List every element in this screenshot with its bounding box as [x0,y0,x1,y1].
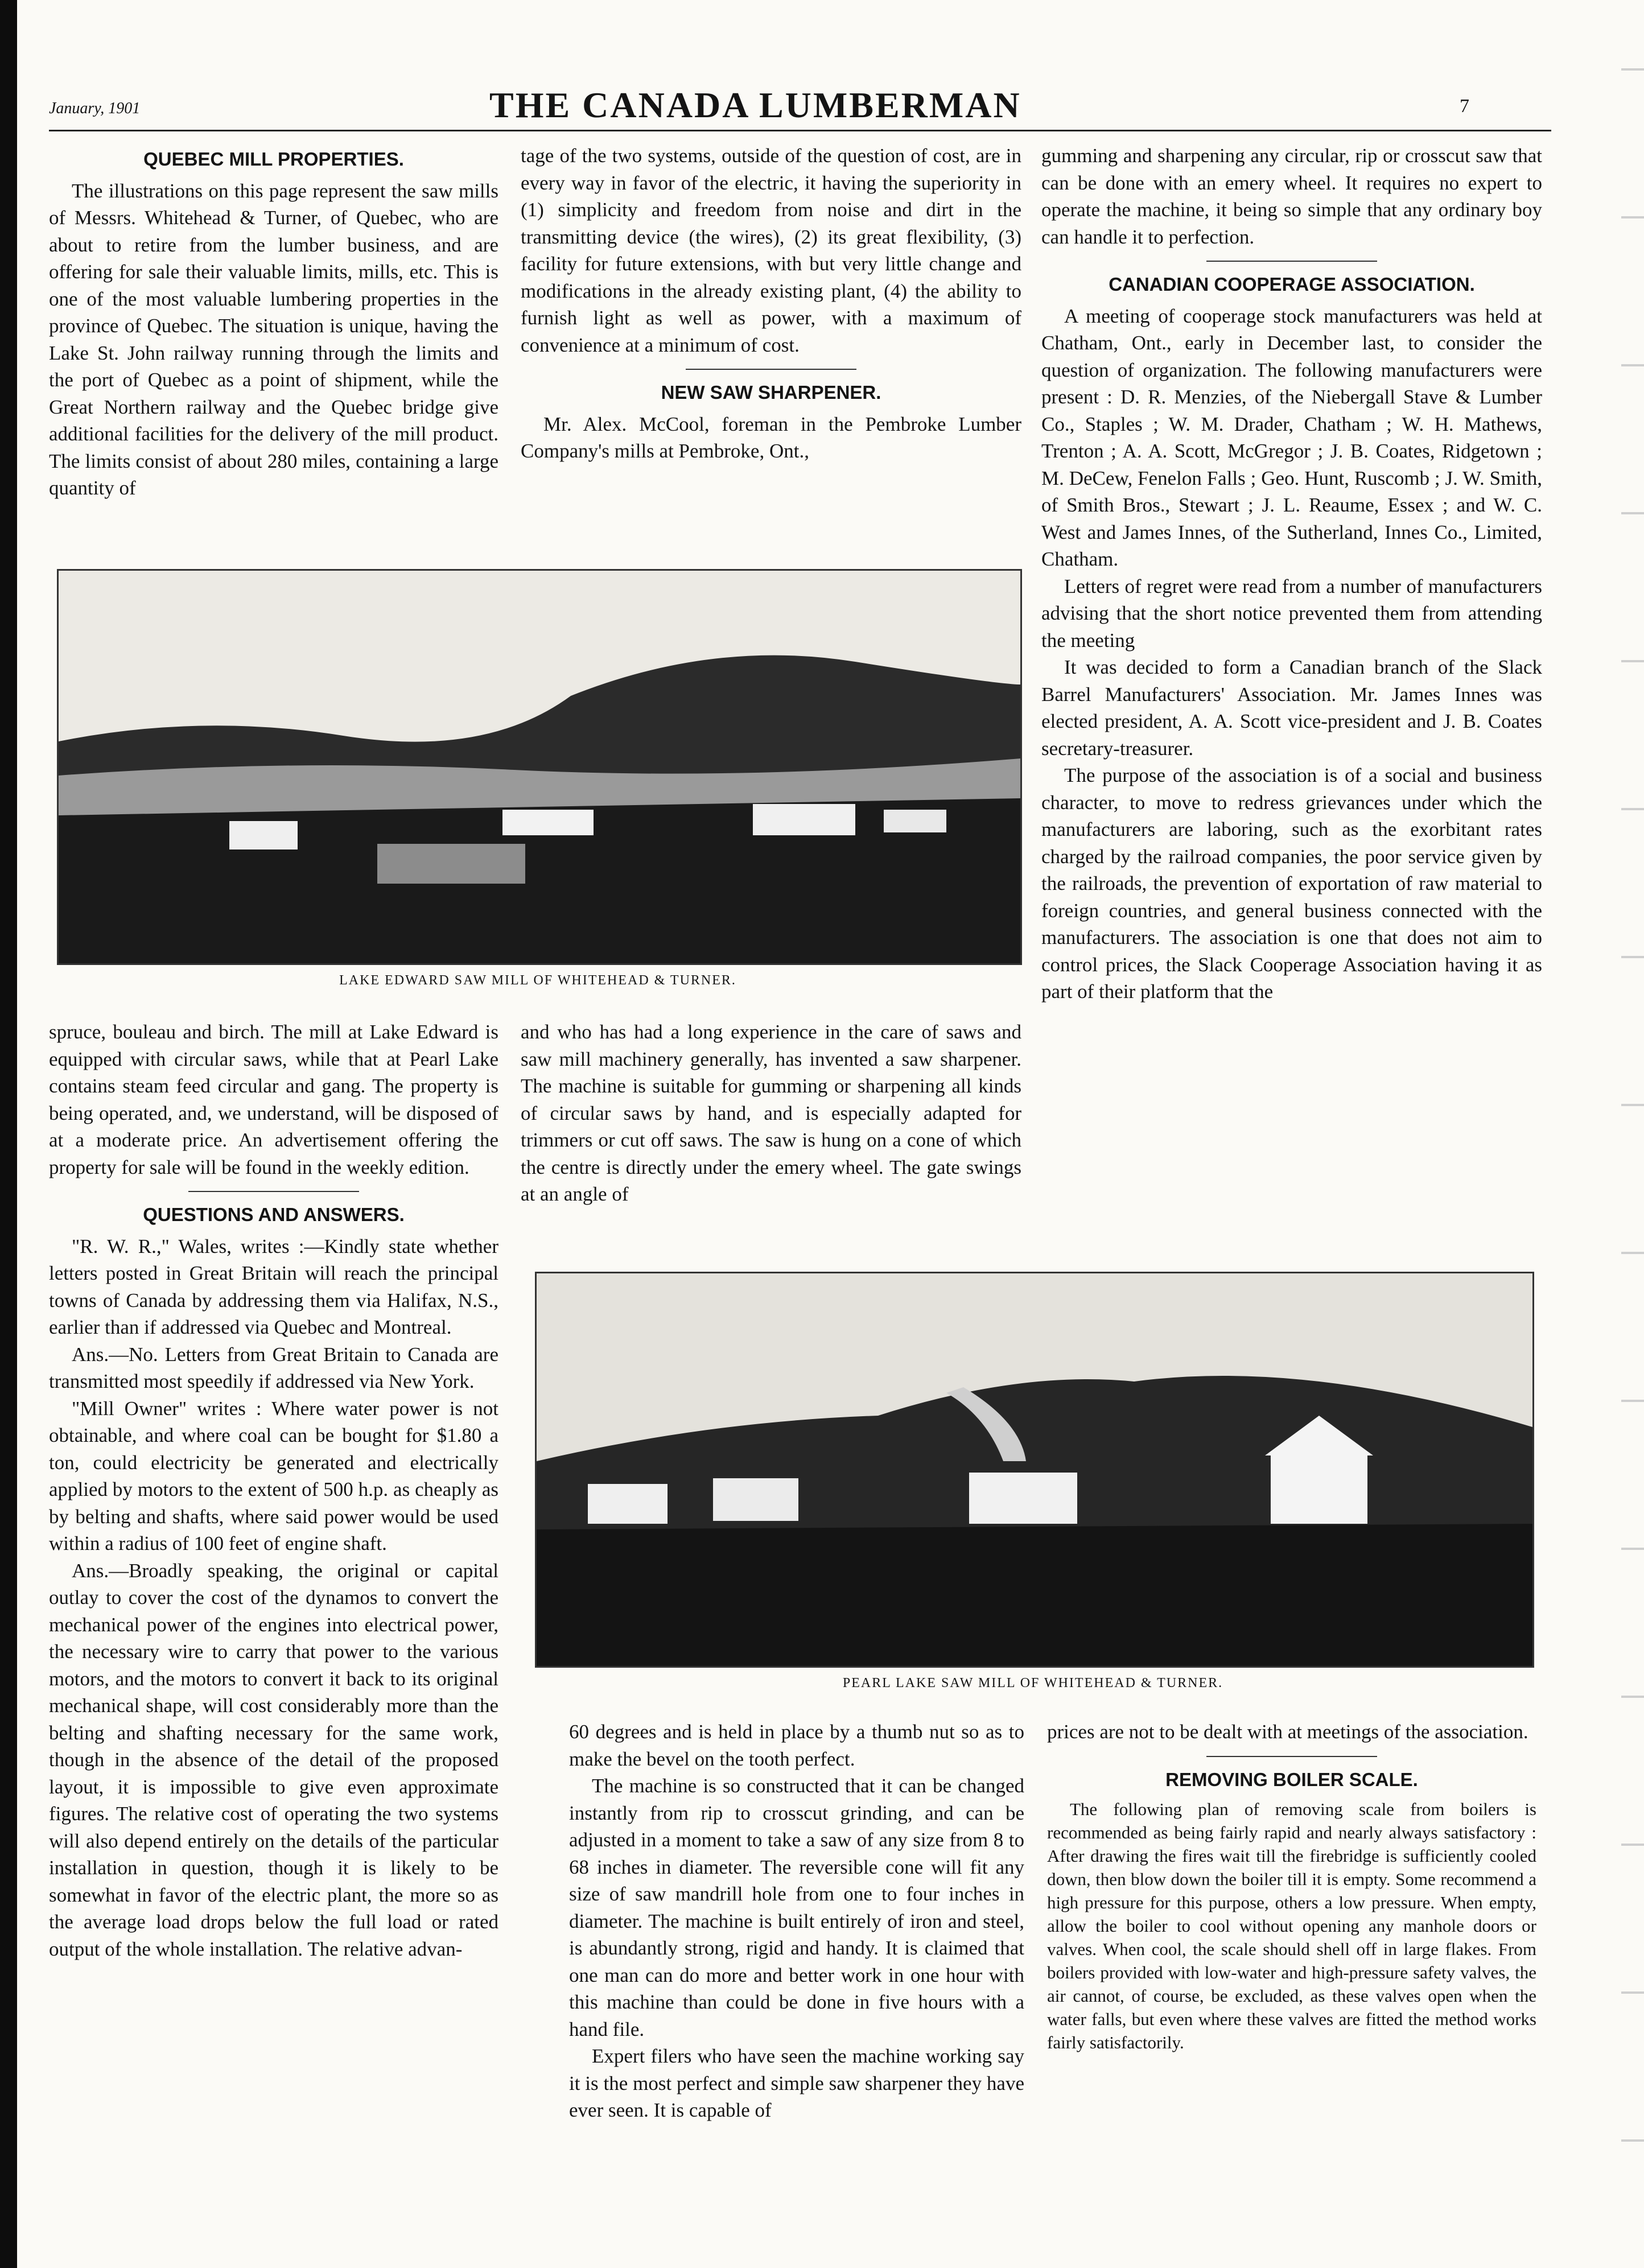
cooperage-paragraph: The purpose of the association is of a social and business character, to move to redress grievances under which the manufacturers are laboring, such as the exorbitant rates charged by the railroad companies, the poor service given by the railroads, the prevention of exportation of raw material to foreign countries, and general business connected with the manufacturers. The association is one that does not aim to control prices, the Slack Cooperage Association having it as part of their platform that the [1041,764,1542,1003]
cooperage-paragraph: Letters of regret were read from a number of manufacturers advising that the short notice prevented them from attending the meeting [1041,575,1542,651]
pearl-lake-caption: PEARL LAKE SAW MILL OF WHITEHEAD & TURNER. [842,1676,1223,1690]
section-rule [1206,261,1377,262]
qa-question-2: "Mill Owner" writes : Where water power is not obtainable, and where coal can be bought for $1.80 a ton, could electricity be generated and electrically applied by motors to the extent of 500 h.p. as cheaply as by belting and shafts, where said power would be used within a radius of 100 feet of engine shaft. [49,1397,498,1554]
section-rule [1206,1756,1377,1757]
pearl-lake-photo-image [537,1273,1532,1666]
right-column-top [1041,142,1542,1238]
boiler-scale-heading: REMOVING BOILER SCALE. [1165,1768,1418,1790]
quebec-heading: QUEBEC MILL PROPERTIES. [143,149,404,170]
masthead-title: THE CANADA LUMBERMAN [489,85,1021,125]
lake-edward-photo [57,569,1022,965]
saw-sharpener-paragraph: 60 degrees and is held in place by a thumb nut so as to make the bevel on the tooth perfect. [569,1721,1024,1770]
saw-sharpener-middle [521,1018,1021,1235]
saw-sharpener-bottom [569,1718,1024,2179]
issue-date: January, 1901 [49,100,141,117]
middle-column-top [521,142,1021,541]
saw-sharpener-paragraph: The machine is so constructed that it can be changed instantly from rip to crosscut grinding, and can be adjusted in a moment to take a saw of any size from 8 to 68 inches in diameter. The reversible cone will fit any size of saw mandrill hole from one to four inches in diameter. The machine is built entirely of iron and steel, is abundantly strong, rigid and handy. It is claimed that one man can do more and better work in one hour with this machine than could be done in five hours with a hand file. [569,1775,1024,2040]
cooperage-paragraph-end: prices are not to be dealt with at meetings of the association. [1047,1721,1528,1743]
cooperage-heading: CANADIAN COOPERAGE ASSOCIATION. [1109,274,1475,295]
page-number: 7 [1460,96,1469,117]
qa-answer-2: Ans.—Broadly speaking, the original or capital outlay to cover the cost of the dynamos to convert the mechanical power of the engines into electrical power, the necessary wire to carry that power to the various motors, and the motors to convert it back to its original mechanical shape, will cost considerably more than the belting and shafting necessary for the same work, though in the absence of the detail of the proposed layout, it is impossible to give even approximate figures. The relative cost of operating the two systems will also depend entirely on the details of the particular installation in question, though it is likely to be somewhat in favor of the electric plant, the more so as the average load drops below the full load or rated output of the whole installation. The relative advan- [49,1559,498,1960]
quebec-paragraph: The illustrations on this page represent the saw mills of Messrs. Whitehead & Turner, of Quebec, who are about to retire from the lumber business, and are offering for sale their valuable limits, mills, etc. This is one of the most valuable lumbering properties in the province of Quebec. The situation is unique, having the Lake St. John railway running through the limits and the port of Quebec as a point of shipment, while the Great Northern railway and the Quebec bridge give additional facilities for the delivery of the mill product. The limits consist of about 280 miles, containing a large quantity of [49,179,498,499]
cooperage-paragraph: It was decided to form a Canadian branch of the Slack Barrel Manufacturers' Association. Mr. James Innes was elected president, A. A. Scott vice-president and J. B. Coates secretary-treasurer. [1041,656,1542,760]
left-column-bottom [49,1018,498,2168]
quebec-article-top [49,142,498,541]
masthead-rule [49,130,1551,131]
saw-sharpener-continued: gumming and sharpening any circular, rip or crosscut saw that can be done with an emery wheel. It requires no expert to operate the machine, it being so simple that any ordinary boy can handle it to perfection. [1041,145,1542,248]
section-rule [188,1191,359,1192]
lake-edward-photo-image [59,571,1020,963]
saw-sharpener-intro: Mr. Alex. McCool, foreman in the Pembroke Lumber Company's mills at Pembroke, Ont., [521,413,1021,462]
saw-sharpener-heading: NEW SAW SHARPENER. [661,382,881,403]
scan-left-edge [0,0,17,2268]
cooperage-paragraph: A meeting of cooperage stock manufacturers was held at Chatham, Ont., early in December last, to consider the question of organization. The following manufacturers were present : D. R. Menzies, of the Niebergall Stave & Lumber Co., Staples ; W. M. Drader, Chatham ; W. H. Mathews, Trenton ; A. A. Scott, McGregor ; J. B. Coates, Ridgetown ; M. DeCew, Fenelon Falls ; Geo. Hunt, Ruscomb ; J. W. Smith, of Smith Bros., Stewart ; J. L. Reaume, Essex ; and W. C. West and James Innes, of the Sutherland, Innes Co., Limited, Chatham. [1041,304,1542,570]
scan-right-edge [1621,0,1644,2268]
pearl-lake-photo [535,1272,1534,1668]
right-column-bottom [1047,1718,1536,2179]
boiler-scale-paragraph: The following plan of removing scale from boilers is recommended as being fairly rapid and nearly always satisfactory : After drawing the fires wait till the firebridge is sufficiently cooled down, then blow down the boiler till it is empty. Some recommend a high pressure for this purpose, others a low pressure. When empty, allow the boiler to cool without opening any manhole doors or valves. When cool, the scale should shell off in large flakes. From boilers provided with low-water and high-pressure safety valves, the air cannot, of course, be excluded, as these valves open when the water falls, but even where these valves are fitted the method works fairly satisfactorily. [1047,1799,1536,2052]
qa-heading: QUESTIONS AND ANSWERS. [143,1204,405,1225]
lake-edward-caption: LAKE EDWARD SAW MILL OF WHITEHEAD & TURNER. [339,973,736,988]
section-rule [686,369,856,370]
qa-answer-1: Ans.—No. Letters from Great Britain to Canada are transmitted most speedily if addressed via New York. [49,1343,498,1392]
qa-question-1: "R. W. R.," Wales, writes :—Kindly state whether letters posted in Great Britain will reach the principal towns of Canada by addressing them via Halifax, N.S., earlier than if addressed via Quebec and Montreal. [49,1235,498,1338]
saw-sharpener-paragraph: Expert filers who have seen the machine working say it is the most perfect and simple saw sharpener they have ever seen. It is capable of [569,2045,1024,2121]
quebec-paragraph-continued: spruce, bouleau and birch. The mill at Lake Edward is equipped with circular saws, while that at Pearl Lake contains steam feed circular and gang. The property is being operated, and, we understand, will be disposed of at a moderate price. An advertisement offering the property for sale will be found in the weekly edition. [49,1021,498,1178]
saw-sharpener-paragraph: and who has had a long experience in the care of saws and saw mill machinery generally, has invented a saw sharpener. The machine is suitable for gumming or sharpening all kinds of circular saws by hand, and is especially adapted for trimmers or cut off saws. The saw is hung on a cone of which the centre is directly under the emery wheel. The gate swings at an angle of [521,1021,1021,1205]
electric-advantage-text: tage of the two systems, outside of the question of cost, are in every way in favor of the electric, it having the superiority in (1) simplicity and freedom from noise and dirt in the transmitting device (the wires), (2) its great flexibility, (3) facility for future extensions, with but very little change and modifications in the already existing plant, (4) the ability to furnish light as well as power, with a maximum of convenience at a minimum of cost. [521,145,1021,356]
